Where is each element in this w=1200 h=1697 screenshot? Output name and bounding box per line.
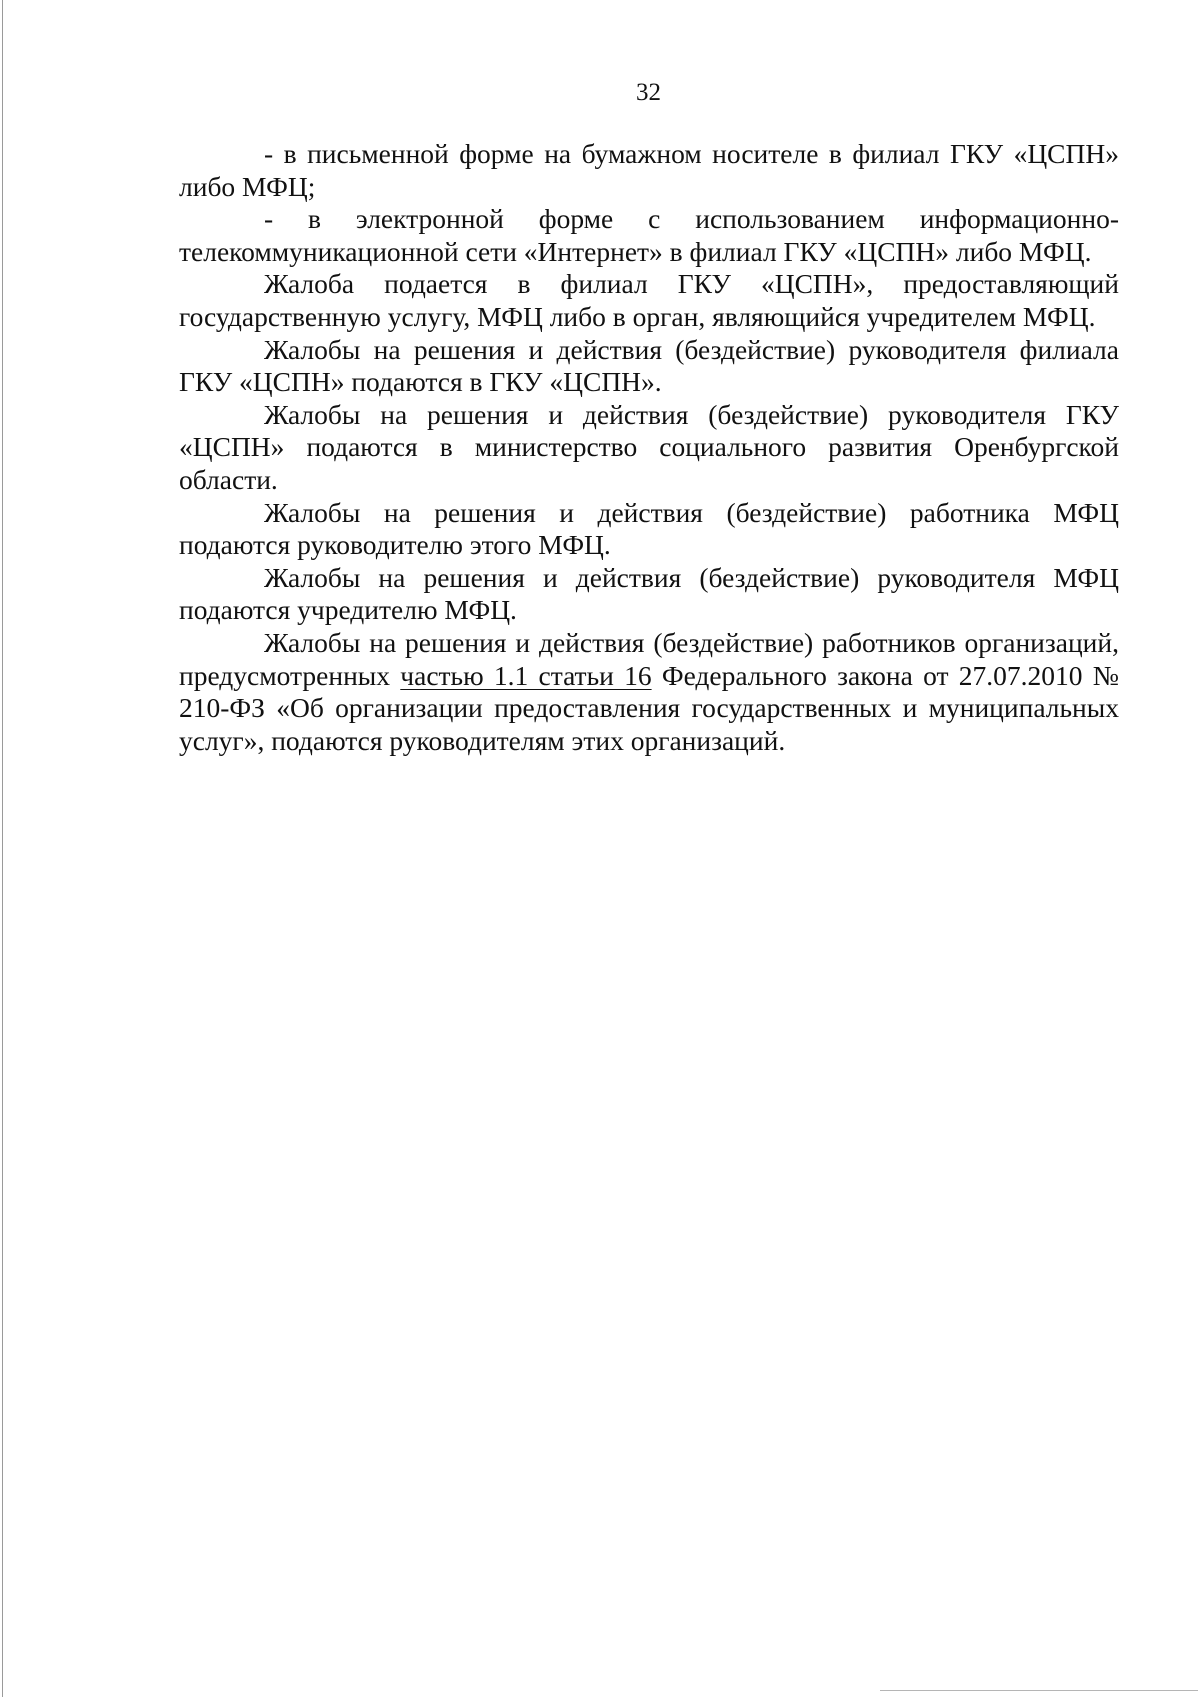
paragraph-gku-head-complaints: Жалобы на решения и действия (бездействие) руководителя ГКУ «ЦСПН» подаются в министерство социального развития Оренбургской области.	[179, 398, 1119, 495]
page-number: 32	[636, 79, 661, 106]
paragraph-text-before-link: Жалобы на решения и действия (бездействие) работников организаций, предусмотренных	[179, 626, 1119, 691]
document-body	[179, 138, 1119, 757]
paragraph-text-after-link: Федерального закона от 27.07.2010 № 210-ФЗ «Об организации предоставления государственных и муниципальных услуг», подаются руководителям этих организаций.	[179, 659, 1119, 756]
law-reference-link[interactable]: частью 1.1 статьи 16	[400, 659, 652, 691]
scan-edge-left	[2, 0, 3, 1697]
paragraph-electronic-form: - в электронной форме с использованием информационно-телекоммуникационной сети «Интернет» в филиал ГКУ «ЦСПН» либо МФЦ.	[179, 203, 1119, 267]
paragraph-mfc-worker-complaints: Жалобы на решения и действия (бездействие) работника МФЦ подаются руководителю этого МФЦ.	[179, 496, 1119, 561]
paragraph-written-form: - в письменной форме на бумажном носителе в филиал ГКУ «ЦСПН» либо МФЦ;	[179, 138, 1119, 202]
paragraph-mfc-head-complaints: Жалобы на решения и действия (бездействие) руководителя МФЦ подаются учредителю МФЦ.	[179, 561, 1119, 626]
paragraph-branch-head-complaints: Жалобы на решения и действия (бездействие) руководителя филиала ГКУ «ЦСПН» подаются в ГКУ «ЦСПН».	[179, 333, 1119, 398]
scan-edge-bottom	[880, 1690, 1198, 1691]
paragraph-organization-complaints	[179, 627, 1119, 757]
paragraph-complaint-submission: Жалоба подается в филиал ГКУ «ЦСПН», предоставляющий государственную услугу, МФЦ либо в орган, являющийся учредителем МФЦ.	[179, 268, 1119, 332]
